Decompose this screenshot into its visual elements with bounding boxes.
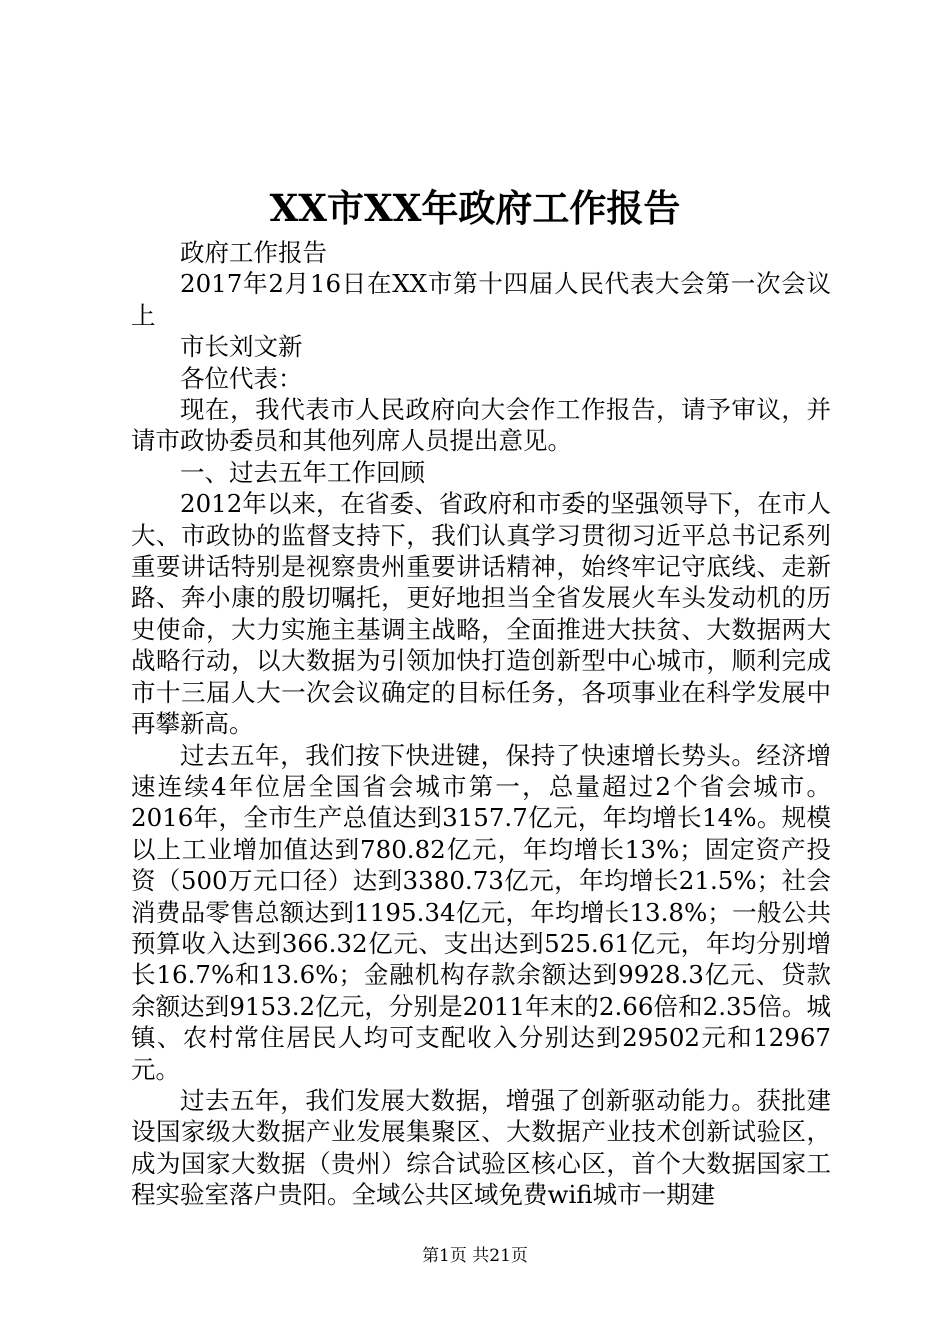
paragraph-economy: 过去五年，我们按下快进键，保持了快速增长势头。经济增速连续4年位居全国省会城市第一，总量超过2个省会城市。2016年，全市生产总值达到3157.7亿元，年均增长14%。规模以上工业增加值达到780.82亿元，年均增长13%；固定资产投资（500万元口径）达到3380.73亿元，年均增长21.5%；社会消费品零售总额达到1195.34亿元，年均增长13.8%；一般公共预算收入达到366.32亿元、支出达到525.61亿元，年均分别增长16.7%和13.6%；金融机构存款余额达到9928.3亿元、贷款余额达到9153.2亿元，分别是2011年末的2.66倍和2.35倍。城镇、农村常住居民人均可支配收入分别达到29502元和12967元。 [131,740,831,1084]
page-number: 第1页 共21页 [422,1246,528,1266]
section-heading-review: 一、过去五年工作回顾 [180,457,425,487]
document-title: XX市XX年政府工作报告 [269,186,681,230]
paragraph-heading-label: 政府工作报告 [180,238,327,267]
paragraph-big-data: 过去五年，我们发展大数据，增强了创新驱动能力。获批建设国家级大数据产业发展集聚区、大数据产业技术创新试验区，成为国家大数据（贵州）综合试验区核心区，首个大数据国家工程实验室落户贵阳。全域公共区域免费wifi城市一期建 [131,1085,831,1210]
paragraph-meeting-date: 2017年2月16日在XX市第十四届人民代表大会第一次会议上 [131,269,831,330]
paragraph-salutation: 各位代表： [180,363,303,393]
document-body [131,237,831,1211]
paragraph-intro: 现在，我代表市人民政府向大会作工作报告，请予审议，并请市政协委员和其他列席人员提出意见。 [131,395,831,456]
paragraph-speaker: 市长刘文新 [180,332,303,362]
paragraph-overview: 2012年以来，在省委、省政府和市委的坚强领导下，在市人大、市政协的监督支持下，我们认真学习贯彻习近平总书记系列重要讲话特别是视察贵州重要讲话精神，始终牢记守底线、走新路、奔小康的殷切嘱托，更好地担当全省发展火车头发动机的历史使命，大力实施主基调主战略，全面推进大扶贫、大数据两大战略行动，以大数据为引领加快打造创新型中心城市，顺利完成市十三届人大一次会议确定的目标任务，各项事业在科学发展中再攀新高。 [131,489,831,739]
